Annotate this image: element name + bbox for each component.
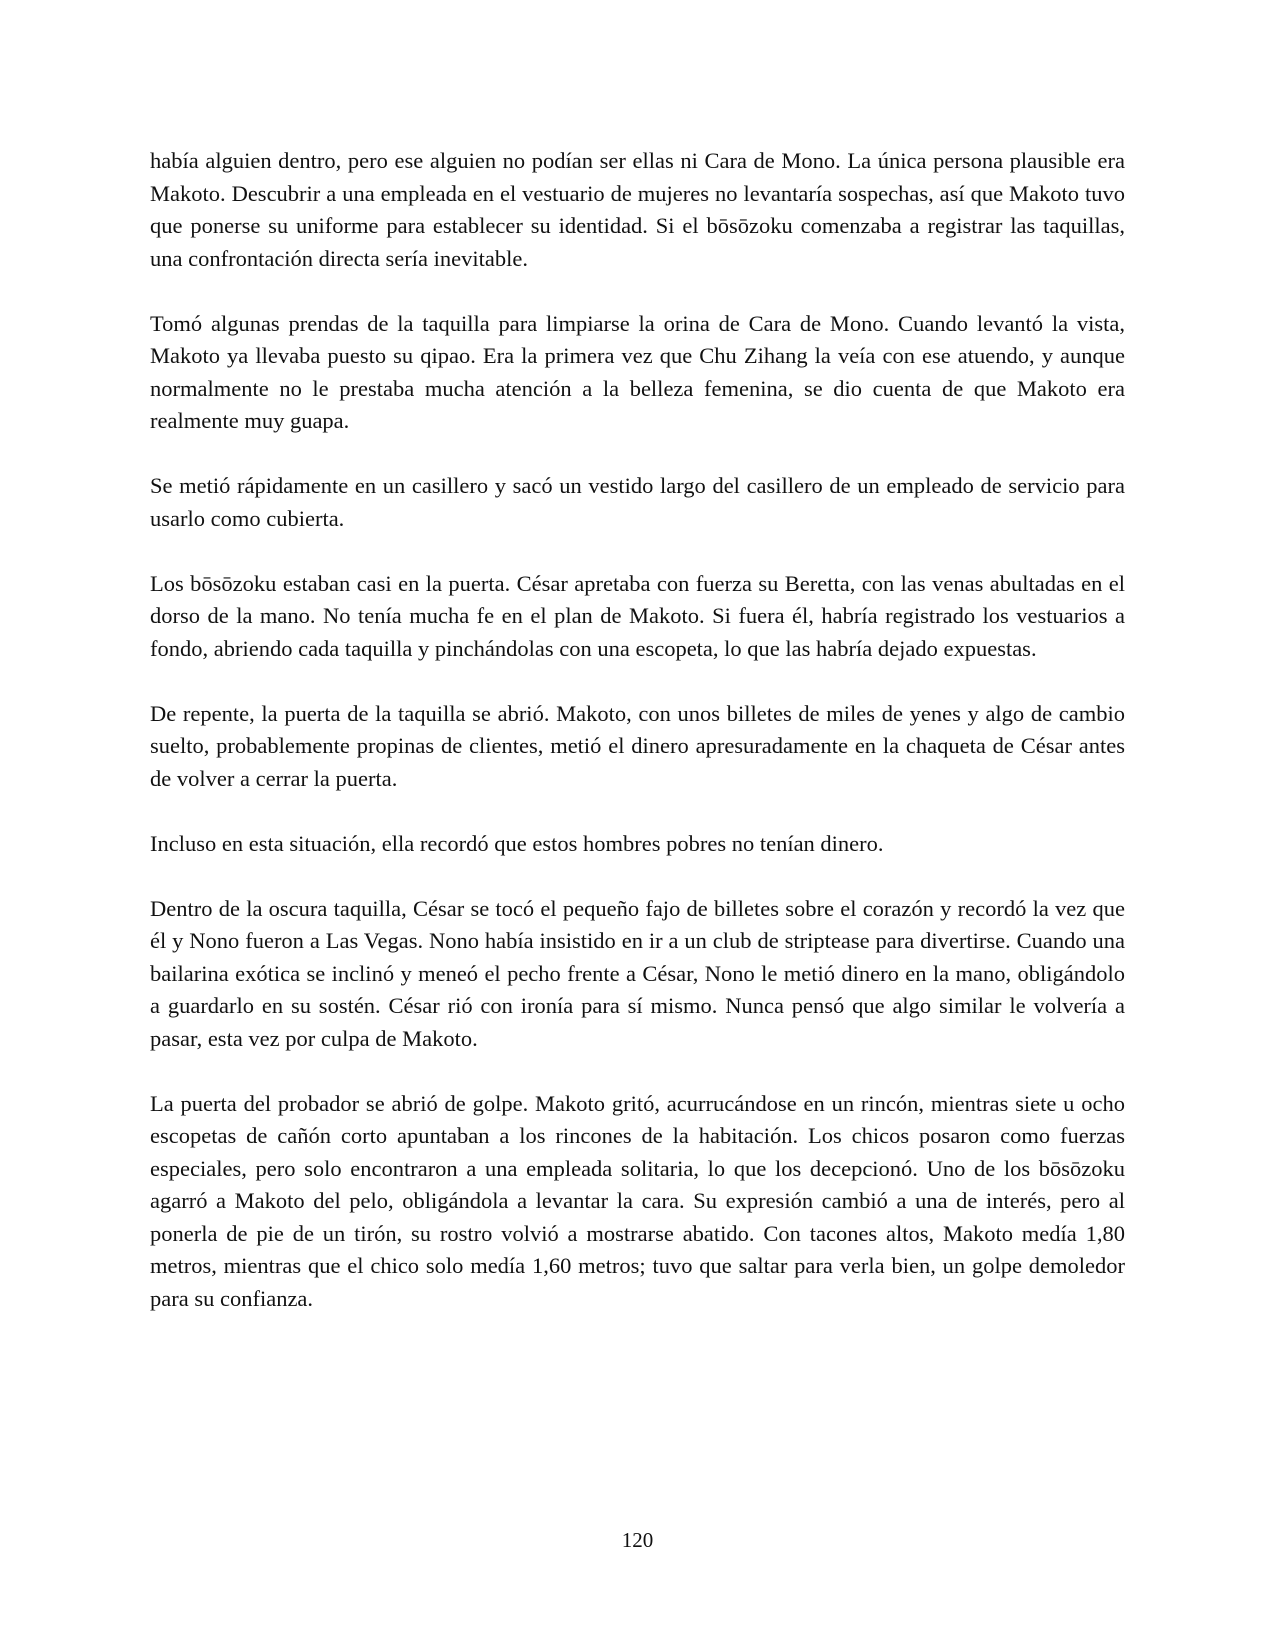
paragraph-6: Incluso en esta situación, ella recordó que estos hombres pobres no tenían dinero. (150, 830, 884, 856)
paragraph-1: había alguien dentro, pero ese alguien no podían ser ellas ni Cara de Mono. La única persona plausible era Makoto. Descubrir a una empleada en el vestuario de mujeres no levantaría sospechas, así que Makoto tuvo que ponerse su uniforme para establecer su identidad. Si el bōsōzoku comenzaba a registrar las taquillas, una confrontación directa sería inevitable. (150, 148, 1125, 271)
paragraph-5: De repente, la puerta de la taquilla se abrió. Makoto, con unos billetes de miles de yenes y algo de cambio suelto, probablemente propinas de clientes, metió el dinero apresuradamente en la chaqueta de César antes de volver a cerrar la puerta. (150, 700, 1125, 791)
paragraph-7: Dentro de la oscura taquilla, César se tocó el pequeño fajo de billetes sobre el corazón y recordó la vez que él y Nono fueron a Las Vegas. Nono había insistido en ir a un club de striptease para divertirse. Cuando una bailarina exótica se inclinó y meneó el pecho frente a César, Nono le metió dinero en la mano, obligándolo a guardarlo en su sostén. César rió con ironía para sí mismo. Nunca pensó que algo similar le volvería a pasar, esta vez por culpa de Makoto. (150, 895, 1125, 1051)
page-number: 120 (621, 1528, 654, 1552)
paragraph-8: La puerta del probador se abrió de golpe. Makoto gritó, acurrucándose en un rincón, mientras siete u ocho escopetas de cañón corto apuntaban a los rincones de la habitación. Los chicos posaron como fuerzas especiales, pero solo encontraron a una empleada solitaria, lo que los decepcionó. Uno de los bōsōzoku agarró a Makoto del pelo, obligándola a levantar la cara. Su expresión cambió a una de interés, pero al ponerla de pie de un tirón, su rostro volvió a mostrarse abatido. Con tacones altos, Makoto medía 1,80 metros, mientras que el chico solo medía 1,60 metros; tuvo que saltar para verla bien, un golpe demoledor para su confianza. (150, 1090, 1125, 1311)
paragraph-2: Tomó algunas prendas de la taquilla para limpiarse la orina de Cara de Mono. Cuando levantó la vista, Makoto ya llevaba puesto su qipao. Era la primera vez que Chu Zihang la veía con ese atuendo, y aunque normalmente no le prestaba mucha atención a la belleza femenina, se dio cuenta de que Makoto era realmente muy guapa. (150, 310, 1125, 433)
page-body (150, 145, 1125, 1348)
paragraph-3: Se metió rápidamente en un casillero y sacó un vestido largo del casillero de un empleado de servicio para usarlo como cubierta. (150, 473, 1125, 531)
paragraph-4: Los bōsōzoku estaban casi en la puerta. César apretaba con fuerza su Beretta, con las venas abultadas en el dorso de la mano. No tenía mucha fe en el plan de Makoto. Si fuera él, habría registrado los vestuarios a fondo, abriendo cada taquilla y pinchándolas con una escopeta, lo que las habría dejado expuestas. (150, 570, 1125, 661)
